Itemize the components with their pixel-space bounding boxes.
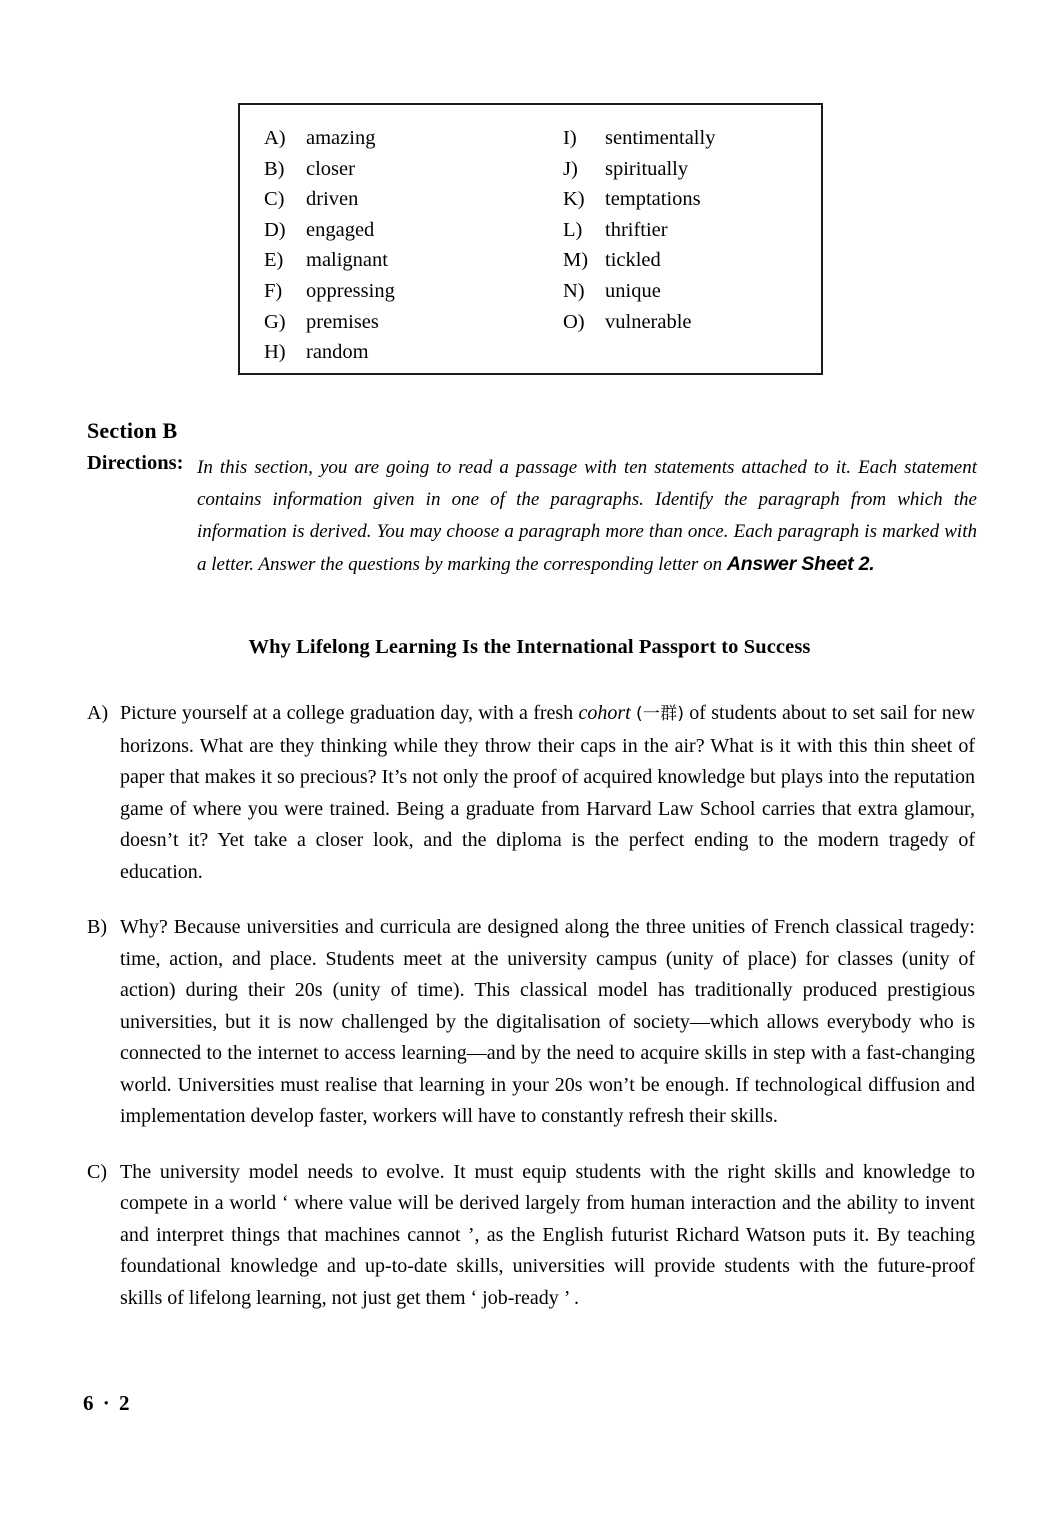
word-bank-letter: D) bbox=[264, 218, 286, 241]
word-bank-word: vulnerable bbox=[605, 310, 692, 333]
paragraph-text bbox=[120, 698, 975, 888]
word-bank-item bbox=[264, 184, 395, 215]
word-bank-item bbox=[563, 245, 715, 276]
word-bank-letter: J) bbox=[563, 157, 578, 180]
word-bank-word: premises bbox=[306, 310, 379, 333]
word-bank-word: engaged bbox=[306, 218, 375, 241]
word-bank-word: temptations bbox=[605, 188, 701, 211]
word-bank-word: spiritually bbox=[605, 157, 689, 180]
paragraph-letter: C) bbox=[87, 1160, 107, 1183]
passage-paragraph-c bbox=[87, 1157, 975, 1315]
section-heading: Section B bbox=[87, 418, 178, 443]
word-bank-word: driven bbox=[306, 188, 359, 211]
page-number-footer: 6 · 2 bbox=[83, 1391, 132, 1415]
word-bank-letter: L) bbox=[563, 218, 583, 241]
directions-label: Directions: bbox=[87, 452, 184, 474]
word-bank-item bbox=[264, 276, 395, 307]
word-bank-word: thriftier bbox=[605, 218, 668, 241]
word-bank-item bbox=[264, 123, 395, 154]
word-bank-letter: F) bbox=[264, 279, 283, 302]
paragraph-letter: A) bbox=[87, 702, 109, 724]
word-bank-item bbox=[563, 215, 715, 246]
word-bank-item bbox=[264, 307, 395, 338]
paragraph-text: The university model needs to evolve. It must equip students with the right skills and knowledge to compete in a world ‘ where value will be derived largely from human interaction and the ability to invent and interpret things that machines cannot ’, as the English futurist Richard Watson puts it. By teaching foundational knowledge and up-to-date skills, universities will provide students with the future-proof skills of lifelong learning, not just get them ‘ job-ready ’ . bbox=[120, 1160, 975, 1309]
word-bank-word: random bbox=[306, 341, 369, 364]
word-bank-item bbox=[563, 307, 715, 338]
word-bank-word: tickled bbox=[605, 249, 661, 272]
italic-term-cohort: cohort bbox=[578, 702, 631, 724]
passage-body bbox=[87, 698, 977, 1338]
word-bank-item bbox=[563, 123, 715, 154]
paragraph-text: Why? Because universities and curricula are designed along the three unities of French classical tragedy: time, action, and place. Students meet at the university campus (unity of place) for classes (unity of action) during their 20s (unity of time). This classical model has traditionally produced prestigious universities, but it is now challenged by the digitalisation of society—which allows everybody who is connected to the internet to access learning—and by the need to acquire skills in step with a fast-changing world. Universities must realise that learning in your 20s won’t be enough. If technological diffusion and implementation develop faster, workers will have to constantly refresh their skills. bbox=[120, 916, 975, 1127]
word-bank-item bbox=[264, 245, 395, 276]
word-bank-item bbox=[264, 337, 395, 368]
directions-text bbox=[197, 452, 977, 581]
word-bank-letter: K) bbox=[563, 188, 585, 211]
word-bank-left-column bbox=[264, 123, 395, 368]
answer-sheet-reference: Answer Sheet 2. bbox=[726, 553, 875, 575]
paragraph-letter: B) bbox=[87, 916, 107, 938]
word-bank-word: malignant bbox=[306, 249, 388, 272]
paragraph-text-rest: of students about to set sail for new horizons. What are they thinking while they throw their caps in the air? What is it with this thin sheet of paper that makes it so precious? It’s not only the proof of acquired knowledge but plays into the reputation game of where you were trained. Being a graduate from Harvard Law School carries that extra glamour, doesn’t it? Yet take a closer look, and the diploma is the perfect ending to the modern tragedy of education. bbox=[120, 702, 976, 883]
passage-paragraph-a bbox=[87, 698, 975, 888]
word-bank-letter: O) bbox=[563, 310, 585, 333]
word-bank-letter: N) bbox=[563, 279, 585, 302]
word-bank-item bbox=[264, 154, 395, 185]
word-bank-letter: H) bbox=[264, 341, 286, 364]
word-bank-item bbox=[563, 154, 715, 185]
word-bank-letter: E) bbox=[264, 249, 284, 272]
paragraph-text-lead: Picture yourself at a college graduation day, with a fresh bbox=[120, 702, 579, 724]
word-bank-word: closer bbox=[306, 157, 355, 180]
word-bank-letter: A) bbox=[264, 127, 286, 149]
word-bank-word: unique bbox=[605, 279, 661, 302]
word-bank-right-column bbox=[563, 123, 715, 337]
word-bank-letter: C) bbox=[264, 188, 285, 211]
word-bank-box bbox=[238, 103, 823, 375]
chinese-gloss: (一群) bbox=[635, 704, 685, 724]
directions-body: In this section, you are going to read a passage with ten statements attached to it. Each statement contains information given in one of the paragraphs. Identify the paragraph from which the information is derived. You may choose a paragraph more than once. Each paragraph is marked with a letter. Answer the questions by marking the corresponding letter on bbox=[197, 457, 977, 575]
passage-paragraph-b bbox=[87, 912, 975, 1133]
word-bank-word: sentimentally bbox=[605, 127, 716, 149]
word-bank-word: oppressing bbox=[306, 279, 395, 302]
directions-block bbox=[87, 452, 977, 581]
word-bank-letter: G) bbox=[264, 310, 286, 333]
word-bank-item bbox=[563, 276, 715, 307]
word-bank-word: amazing bbox=[306, 127, 376, 149]
word-bank-letter: I) bbox=[563, 127, 577, 149]
word-bank-item bbox=[563, 184, 715, 215]
passage-title: Why Lifelong Learning Is the International Passport to Success bbox=[248, 636, 811, 658]
word-bank-letter: B) bbox=[264, 157, 285, 180]
word-bank-letter: M) bbox=[563, 249, 589, 272]
word-bank-item bbox=[264, 215, 395, 246]
